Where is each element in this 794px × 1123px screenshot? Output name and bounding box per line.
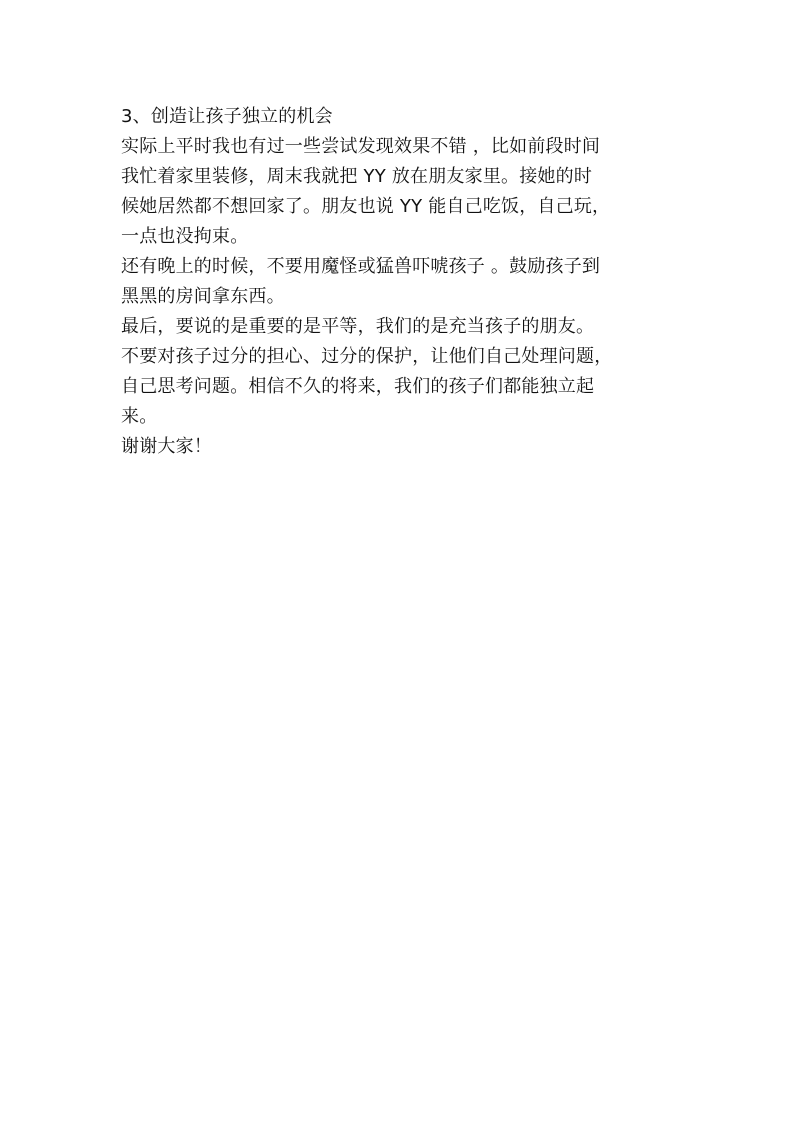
closing-line: 谢谢大家！ [121,436,212,457]
paragraph-line: 一点也没拘束。 [121,226,249,247]
paragraph-line: 还有晚上的时候，不要用魔怪或猛兽吓唬孩子 。鼓励孩子到 [121,256,601,277]
document-body [121,102,701,462]
paragraph-line: 候她居然都不想回家了。朋友也说 YY 能自己吃饭，自己玩， [121,196,611,217]
paragraph-line: 实际上平时我也有过一些尝试发现效果不错 ，比如前段时间 [121,136,601,157]
paragraph-line: 我忙着家里装修，周末我就把 YY 放在朋友家里。接她的时 [121,166,593,187]
paragraph-line: 来。 [121,406,158,427]
paragraph-line: 不要对孩子过分的担心、过分的保护，让他们自己处理问题， [121,346,613,367]
section-heading: 3、创造让孩子独立的机会 [121,106,333,127]
paragraph-line: 最后，要说的是重要的是平等，我们的是充当孩子的朋友。 [121,316,595,337]
paragraph-line: 自己思考问题。相信不久的将来，我们的孩子们都能独立起 [121,376,595,397]
paragraph-line: 黑黑的房间拿东西。 [121,286,285,307]
